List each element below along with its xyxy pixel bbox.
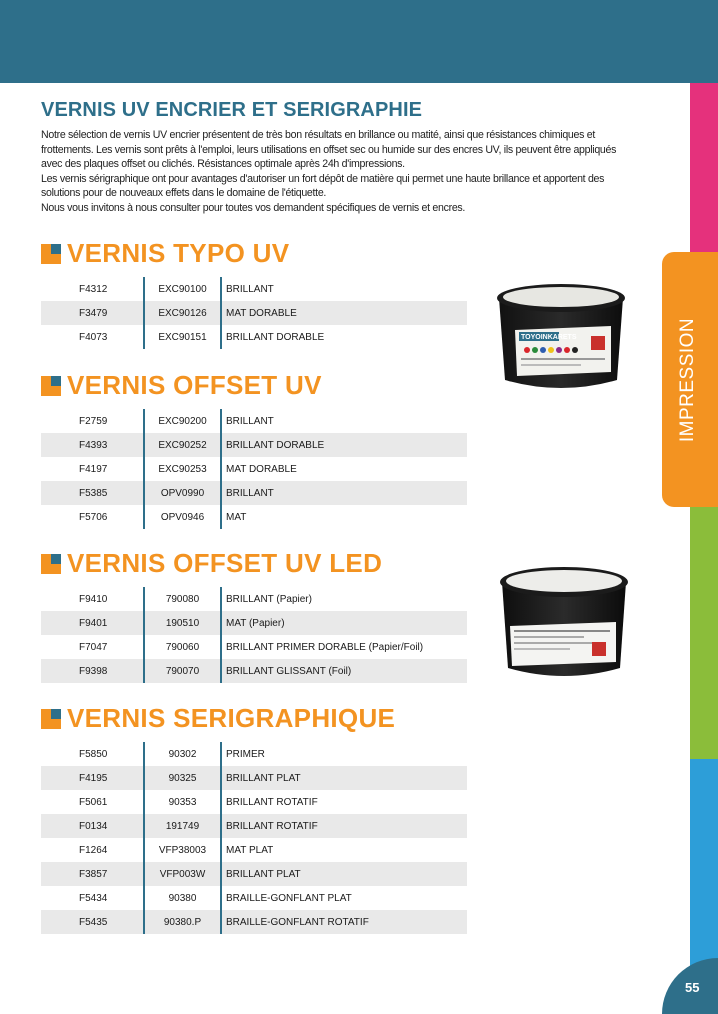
top-banner	[0, 0, 718, 83]
product-description: BRILLANT	[226, 284, 274, 295]
product-code: VFP003W	[159, 869, 206, 880]
product-description: MAT DORABLE	[226, 308, 297, 319]
product-code: EXC90100	[158, 284, 207, 295]
column-divider	[220, 659, 222, 683]
ref-code: F5435	[79, 917, 108, 928]
product-description: BRAILLE-GONFLANT ROTATIF	[226, 917, 369, 928]
product-description: MAT DORABLE	[226, 464, 297, 475]
product-description: BRILLANT DORABLE	[226, 440, 325, 451]
column-divider	[220, 481, 222, 505]
product-description: BRILLANT DORABLE	[226, 332, 325, 343]
product-code: 90380	[168, 893, 197, 904]
product-code: 790080	[165, 594, 200, 605]
ref-code: F5061	[79, 797, 108, 808]
section-heading: VERNIS OFFSET UV LED	[67, 548, 383, 578]
ref-code: F0134	[79, 821, 108, 832]
table-row	[41, 766, 467, 790]
product-code: 190510	[165, 618, 200, 629]
ref-code: F4195	[79, 773, 108, 784]
column-divider	[220, 886, 222, 910]
product-description: MAT	[226, 512, 247, 523]
ref-code: F4393	[79, 440, 108, 451]
ref-code: F5706	[79, 512, 108, 523]
ref-code: F9398	[79, 666, 108, 677]
table-row	[41, 910, 467, 934]
intro-line: Nous vous invitons à nous consulter pour toutes vos demandent spécifiques de vernis et encres.	[41, 201, 466, 214]
product-code: 90302	[168, 749, 197, 760]
product-description: BRILLANT PLAT	[226, 869, 301, 880]
intro-line: Les vernis sérigraphique ont pour avantages d'autoriser un fort dépôt de matière qui permet une haute brillance et apportent des	[41, 172, 605, 185]
ref-code: F4197	[79, 464, 108, 475]
column-divider	[220, 301, 222, 325]
product-description: MAT (Papier)	[226, 618, 285, 629]
table-row	[41, 505, 467, 529]
table-row	[41, 838, 467, 862]
bucket-label: TOYOINKARETS	[521, 334, 577, 341]
column-divider	[220, 838, 222, 862]
ref-code: F1264	[79, 845, 108, 856]
product-description: MAT PLAT	[226, 845, 274, 856]
color-strip	[690, 83, 718, 1014]
product-code: 790070	[165, 666, 200, 677]
column-divider	[220, 409, 222, 433]
product-description: BRILLANT PRIMER DORABLE (Papier/Foil)	[226, 642, 424, 653]
intro-text	[41, 128, 653, 216]
product-code: EXC90200	[158, 416, 207, 427]
table-row	[41, 790, 467, 814]
ref-code: F5850	[79, 749, 108, 760]
section-title-offset	[41, 370, 322, 401]
product-description: BRILLANT (Papier)	[226, 594, 312, 605]
column-divider	[220, 587, 222, 611]
product-description: BRILLANT ROTATIF	[226, 821, 318, 832]
table-row	[41, 611, 467, 635]
section-heading: VERNIS TYPO UV	[67, 238, 290, 268]
column-divider	[220, 457, 222, 481]
product-code: EXC90252	[158, 440, 207, 451]
ref-code: F9410	[79, 594, 108, 605]
table-row	[41, 409, 467, 433]
product-code: OPV0990	[160, 488, 205, 499]
ref-code: F5434	[79, 893, 108, 904]
product-description: BRILLANT	[226, 416, 274, 427]
table-serigraphique	[41, 742, 467, 934]
intro-line: Notre sélection de vernis UV encrier présentent de très bon résultats en brillance ou matité, ainsi que résistances chimiques et	[41, 129, 595, 141]
product-description: BRILLANT	[226, 488, 274, 499]
product-code: 90380.P	[163, 917, 202, 928]
column-divider	[220, 862, 222, 886]
column-divider	[220, 433, 222, 457]
strip-green	[690, 507, 718, 759]
section-heading: VERNIS SERIGRAPHIQUE	[67, 703, 396, 733]
page-title: VERNIS UV ENCRIER ET SERIGRAPHIE	[41, 99, 423, 121]
table-row	[41, 433, 467, 457]
product-description: BRAILLE-GONFLANT PLAT	[226, 893, 352, 904]
product-code: 790060	[165, 642, 200, 653]
product-description: BRILLANT PLAT	[226, 773, 301, 784]
ref-code: F2759	[79, 416, 108, 427]
intro-line: avec des plaques offset ou clichés. Résistances optimale après 24h d'impressions.	[41, 158, 405, 171]
side-tab-label: IMPRESSION	[677, 317, 698, 442]
ref-code: F4312	[79, 284, 108, 295]
table-row	[41, 587, 467, 611]
ink-bucket-toyo-icon	[493, 280, 629, 392]
ref-code: F3857	[79, 869, 108, 880]
table-row	[41, 277, 467, 301]
table-row	[41, 635, 467, 659]
section-title-serigraphique	[41, 703, 395, 734]
product-description: PRIMER	[226, 749, 265, 760]
intro-line: solutions pour de nouveaux effets dans le domaine de l'étiquette.	[41, 187, 327, 200]
table-row	[41, 325, 467, 349]
section-heading: VERNIS OFFSET UV	[67, 370, 322, 400]
ref-code: F7047	[79, 642, 108, 653]
table-row	[41, 814, 467, 838]
table-row	[41, 481, 467, 505]
page-number: 55	[662, 958, 718, 1014]
column-divider	[220, 910, 222, 934]
section-square-icon	[41, 709, 61, 729]
column-divider	[220, 277, 222, 301]
section-title-offset-led	[41, 548, 382, 579]
ref-code: F9401	[79, 618, 108, 629]
strip-pink	[690, 83, 718, 255]
ref-code: F3479	[79, 308, 108, 319]
product-code: VFP38003	[158, 845, 207, 856]
table-row	[41, 742, 467, 766]
product-code: OPV0946	[160, 512, 205, 523]
section-square-icon	[41, 244, 61, 264]
table-row	[41, 659, 467, 683]
column-divider	[220, 814, 222, 838]
product-code: EXC90253	[158, 464, 207, 475]
ink-bucket-led-icon	[496, 562, 632, 682]
product-code: EXC90126	[158, 308, 207, 319]
table-row	[41, 301, 467, 325]
column-divider	[220, 325, 222, 349]
table-offset-led	[41, 587, 467, 683]
product-description: BRILLANT GLISSANT (Foil)	[226, 666, 352, 677]
table-typo	[41, 277, 467, 349]
table-row	[41, 886, 467, 910]
product-code: 90325	[168, 773, 197, 784]
section-title-typo	[41, 238, 289, 269]
intro-line: frottements. Les vernis sont prêts à l'emploi, leurs utilisations en offset sec ou humide sur des encres UV, ils peuvent être appliqués	[41, 143, 617, 156]
column-divider	[220, 790, 222, 814]
section-square-icon	[41, 376, 61, 396]
column-divider	[220, 611, 222, 635]
column-divider	[220, 742, 222, 766]
product-description: BRILLANT ROTATIF	[226, 797, 318, 808]
column-divider	[220, 766, 222, 790]
product-code: 191749	[165, 821, 200, 832]
column-divider	[220, 635, 222, 659]
column-divider	[220, 505, 222, 529]
section-square-icon	[41, 554, 61, 574]
product-code: 90353	[168, 797, 197, 808]
product-code: EXC90151	[158, 332, 207, 343]
ref-code: F4073	[79, 332, 108, 343]
table-row	[41, 862, 467, 886]
ref-code: F5385	[79, 488, 108, 499]
table-offset	[41, 409, 467, 529]
table-row	[41, 457, 467, 481]
